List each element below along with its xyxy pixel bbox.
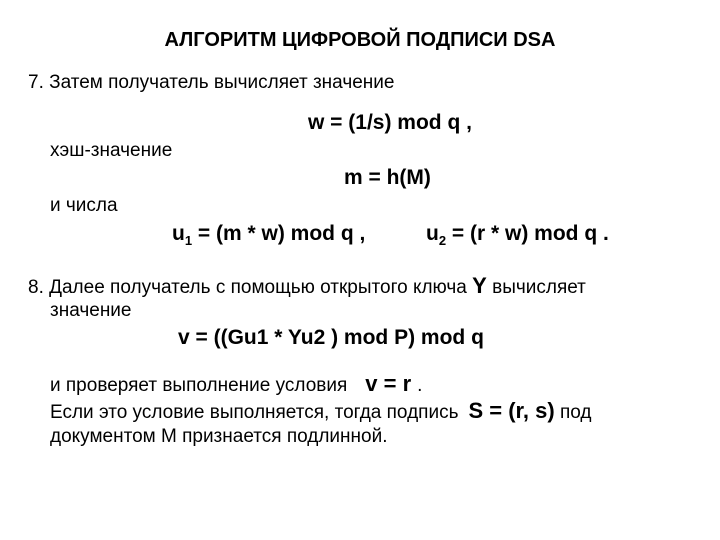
w-formula: w = (1/s) mod q , xyxy=(308,111,472,134)
step8-intro-before: 8. Далее получатель с помощью открытого ключа xyxy=(28,277,473,298)
numbers-label: и числа xyxy=(50,195,118,216)
check-end: . xyxy=(417,375,423,396)
check-formula: v = r xyxy=(365,371,412,396)
step8-intro-line2: значение xyxy=(50,300,132,321)
u1-index: 1 xyxy=(184,233,193,248)
u1-var: u xyxy=(172,222,185,245)
public-key-y: Y xyxy=(472,273,487,298)
step8-intro xyxy=(28,273,586,299)
step7-intro: 7. Затем получатель вычисляет значение xyxy=(28,72,395,93)
step8-intro-after: вычисляет xyxy=(486,277,586,298)
if-text-end: под xyxy=(554,402,592,423)
u1-expr: = (m * w) mod q , xyxy=(192,222,366,245)
signature-formula: S = (r, s) xyxy=(468,398,555,423)
if-line xyxy=(50,398,592,424)
last-line: документом М признается подлинной. xyxy=(50,426,388,447)
page-title: АЛГОРИТМ ЦИФРОВОЙ ПОДПИСИ DSA xyxy=(164,29,556,51)
u1-formula xyxy=(172,222,365,246)
check-line xyxy=(50,371,422,397)
v-formula: v = ((Gu1 * Yu2 ) mod P) mod q xyxy=(178,326,484,349)
hash-label: хэш-значение xyxy=(50,140,173,161)
if-text: Если это условие выполняется, тогда подпись xyxy=(50,402,459,423)
m-formula: m = h(M) xyxy=(344,166,431,189)
check-text: и проверяет выполнение условия xyxy=(50,375,348,396)
u2-var: u xyxy=(426,222,439,245)
u2-expr: = (r * w) mod q . xyxy=(446,222,609,245)
u2-index: 2 xyxy=(438,233,447,248)
u2-formula xyxy=(426,222,609,246)
